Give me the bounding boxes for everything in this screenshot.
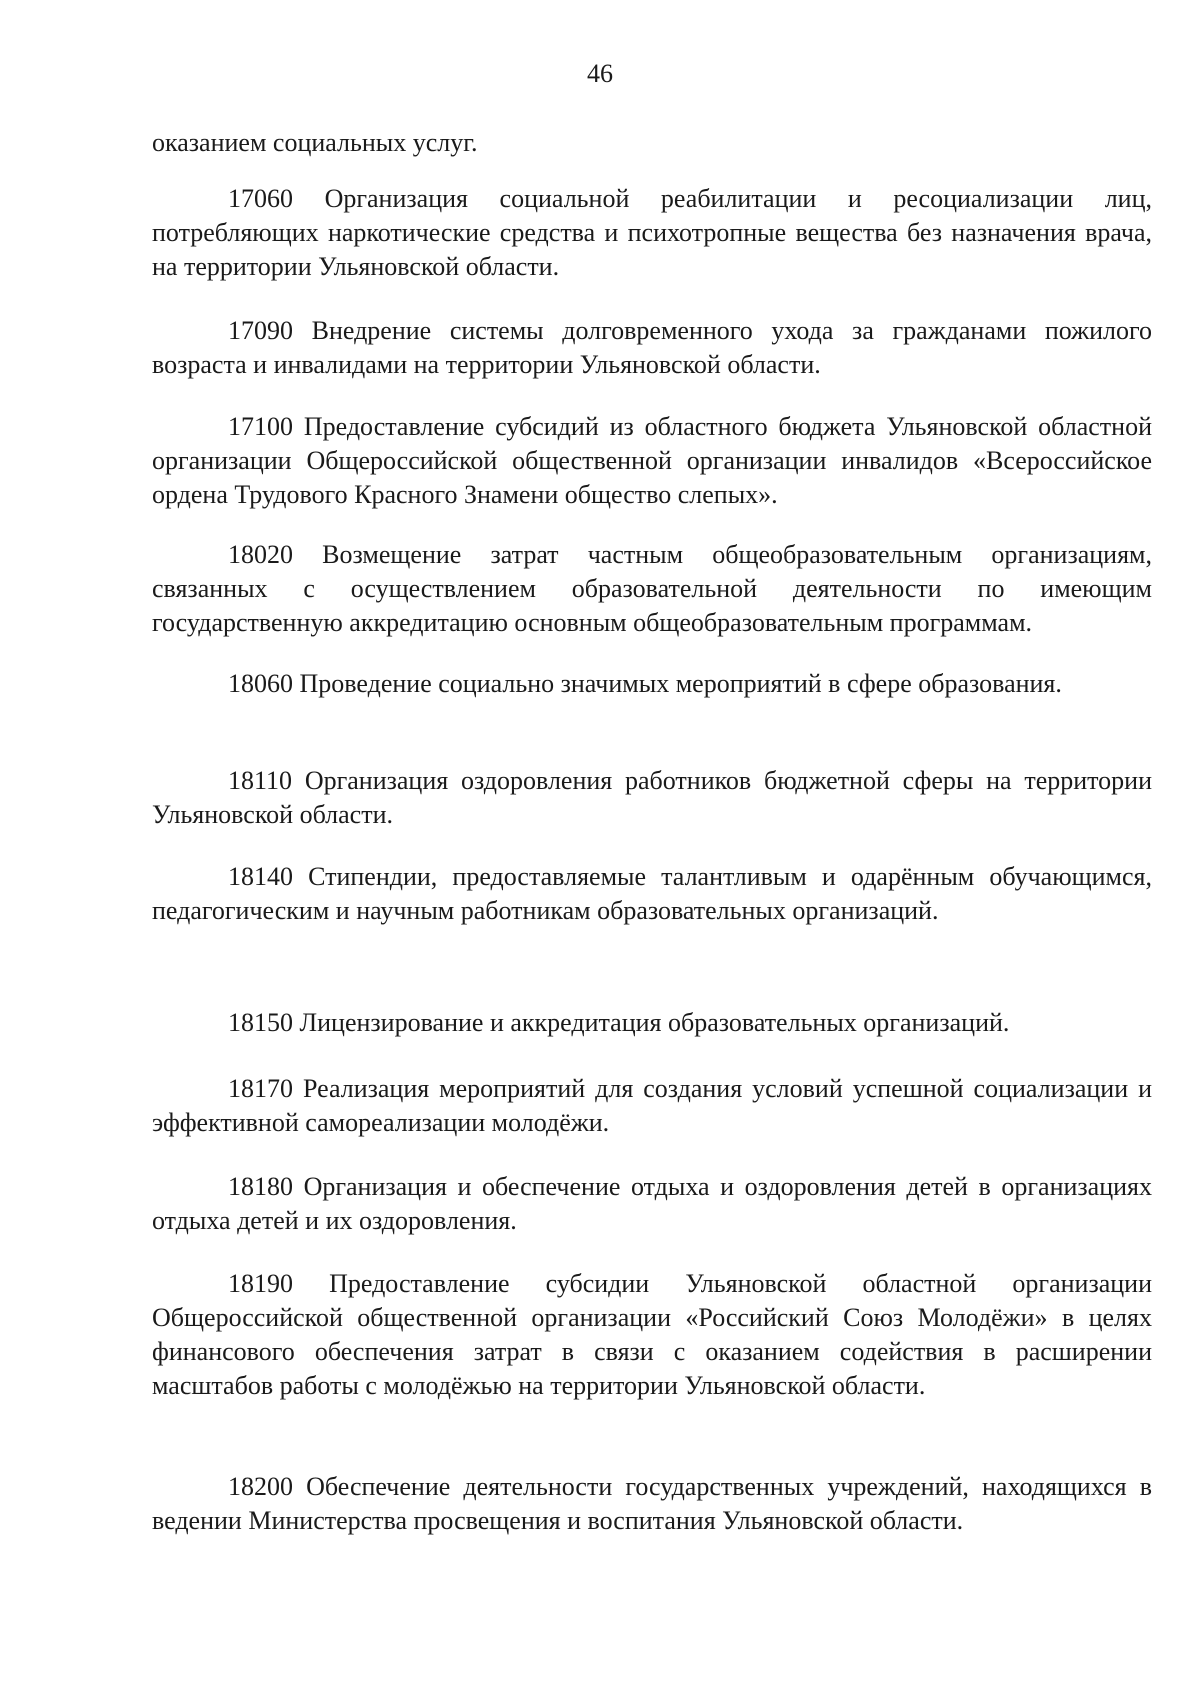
list-item: [152, 667, 1152, 701]
item-code: 17100: [228, 412, 293, 441]
list-item: [152, 860, 1152, 928]
item-text: Возмещение затрат частным общеобразовательным организациям, связанных с осуществлением образовательной деятельности по имеющим государственную аккредитацию основным общеобразовательным программам.: [152, 540, 1153, 637]
list-item: [152, 764, 1152, 832]
item-code: 17060: [228, 184, 293, 213]
item-text: Внедрение системы долговременного ухода за гражданами пожилого возраста и инвалидами на территории Ульяновской области.: [152, 316, 1152, 379]
item-text: Организация социальной реабилитации и ресоциализации лиц, потребляющих наркотические средства и психотропные вещества без назначения врача, на территории Ульяновской области.: [152, 184, 1153, 281]
list-item: [152, 1267, 1152, 1403]
item-code: 18180: [228, 1172, 293, 1201]
continuation-line: оказанием социальных услуг.: [152, 128, 478, 157]
item-code: 17090: [228, 316, 293, 345]
list-item: [152, 182, 1152, 284]
item-text: Организация оздоровления работников бюджетной сферы на территории Ульяновской области.: [152, 766, 1152, 829]
list-item: [152, 1006, 1152, 1040]
item-text: Обеспечение деятельности государственных учреждений, находящихся в ведении Министерства просвещения и воспитания Ульяновской области.: [152, 1472, 1152, 1535]
item-code: 18060: [228, 669, 293, 698]
item-text: Предоставление субсидий из областного бюджета Ульяновской областной организации Общероссийской общественной организации инвалидов «Всероссийское ордена Трудового Красного Знамени общество слепых».: [152, 412, 1152, 509]
item-code: 18150: [228, 1008, 293, 1037]
item-code: 18170: [228, 1074, 293, 1103]
item-code: 18110: [228, 766, 293, 795]
item-text: Стипендии, предоставляемые талантливым и одарённым обучающимся, педагогическим и научным работникам образовательных организаций.: [152, 862, 1153, 925]
item-text: Проведение социально значимых мероприятий в сфере образования.: [299, 669, 1062, 698]
list-item: [152, 538, 1152, 640]
item-code: 18140: [228, 862, 293, 891]
item-text: Предоставление субсидии Ульяновской областной организации Общероссийской общественной организации «Российский Союз Молодёжи» в целях финансового обеспечения затрат в связи с оказанием содействия в расширении масштабов работы с молодёжью на территории Ульяновской области.: [152, 1269, 1152, 1400]
list-item: [152, 1072, 1152, 1140]
item-code: 18190: [228, 1269, 293, 1298]
item-code: 18020: [228, 540, 293, 569]
list-item: [152, 1170, 1152, 1238]
item-code: 18200: [228, 1472, 293, 1501]
item-text: Реализация мероприятий для создания условий успешной социализации и эффективной самореализации молодёжи.: [152, 1074, 1153, 1137]
list-item: [152, 1470, 1152, 1538]
list-item: [152, 314, 1152, 382]
item-text: Организация и обеспечение отдыха и оздоровления детей в организациях отдыха детей и их оздоровления.: [152, 1172, 1153, 1235]
item-text: Лицензирование и аккредитация образовательных организаций.: [299, 1008, 1010, 1037]
page-number: 46: [587, 59, 613, 88]
list-item: [152, 410, 1152, 512]
